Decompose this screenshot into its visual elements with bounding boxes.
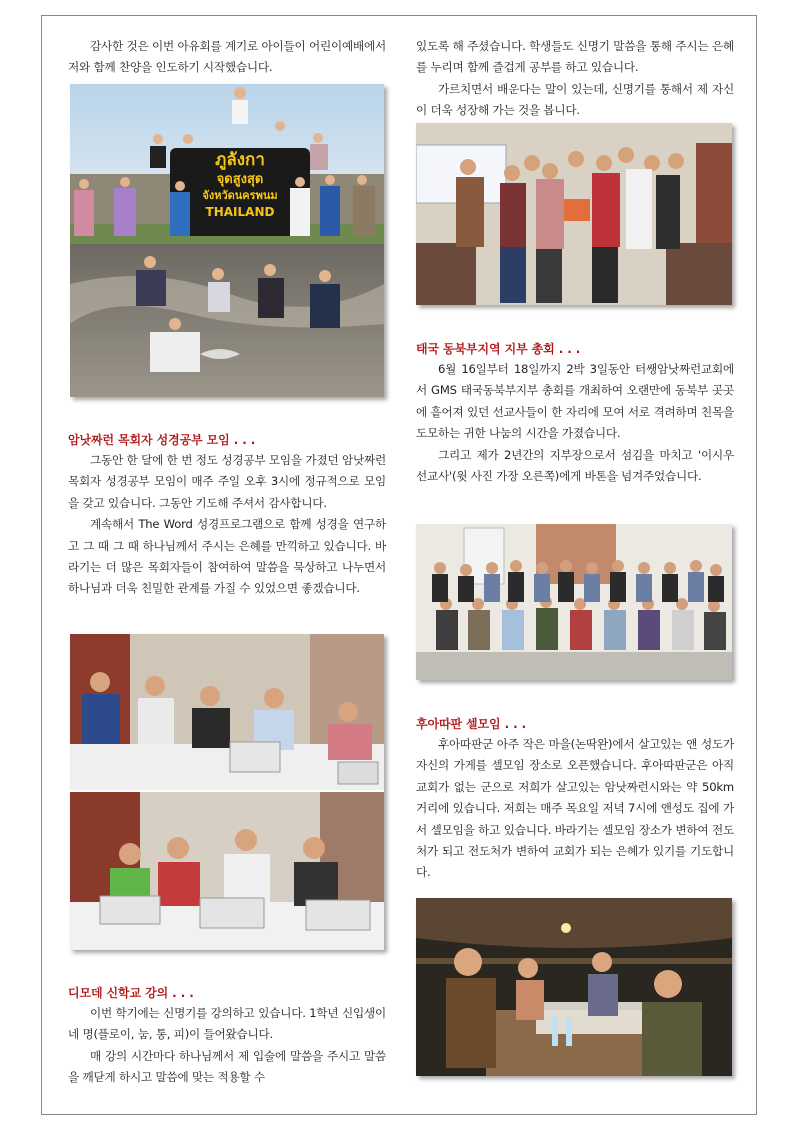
- photo-bible-study-meeting: [70, 634, 384, 950]
- section-paragraph: 후아따판군 아주 작은 마을(논딱완)에서 살고있는 앤 성도가 자신의 가게를 셀모임 장소로 오픈했습니다. 후아따판군은 아직 교회가 없는 군으로 저희가 살고있는 암낫짜런시와는 약 50km 거리에 있습니다. 저희는 매주 목요일 저녁 7시에 앤성도 집에 가서 셀모임을 하고 있습니다. 바라기는 셀모임 장소가 변하여 전도처가 되고 전도처가 변하여 교회가 되는 은혜가 있기를 기도합니다.: [416, 737, 734, 880]
- continuation-paragraph: 있도록 해 주셨습니다. 학생들도 신명기 말씀을 통해 주시는 은혜를 누리며 함께 즐겁게 공부를 하고 있습니다.: [416, 39, 734, 75]
- section-heading: 암낫짜런 목회자 성경공부 모임 . . .: [68, 433, 256, 447]
- section-paragraph: 매 강의 시간마다 하나님께서 제 입술에 말씀을 주시고 말씀을 깨닫게 하시고 말씀에 맞는 적용할 수: [68, 1048, 386, 1085]
- continuation-block: [416, 36, 734, 122]
- section-paragraph: 그동안 한 달에 한 번 정도 성경공부 모임을 가졌던 암낫짜런 목회자 성경공부 모임이 매주 주일 오후 3시에 정규적으로 모임을 갖고 있습니다. 그동안 기도해 주셔서 감사합니다.: [68, 453, 386, 510]
- sign-thai-line1: ภูลังกา: [215, 150, 265, 170]
- sign-thai-line2: จุดสูงสุด: [216, 172, 264, 187]
- photo-seminary-class: [416, 123, 732, 305]
- section-paragraph: 6월 16일부터 18일까지 2박 3일동안 터쌩암낫짜런교회에서 GMS 태국동북부지부 총회를 개최하여 오랜만에 동북부 곳곳에 흩어져 있던 선교사들이 한 자리에 모여 서로 격려하며 친목을 도모하는 귀한 나눔의 시간을 가졌습니다.: [416, 362, 734, 441]
- intro-block: [68, 36, 386, 79]
- section-heading: 디모데 신학교 강의 . . .: [68, 986, 194, 1000]
- section-pastors-bible-study: [68, 430, 386, 600]
- section-heading: 후아따판 셀모임 . . .: [416, 717, 527, 731]
- photo-cell-group-night: [416, 898, 732, 1076]
- section-huataphan-cell-group: [416, 714, 734, 884]
- photo-summit-outing: [70, 84, 384, 397]
- continuation-paragraph: 가르치면서 배운다는 말이 있는데, 신명기를 통해서 제 자신이 더욱 성장해 가는 것을 봅니다.: [416, 81, 734, 118]
- sign-thai-line3: จังหวัดนครพนม: [202, 189, 278, 202]
- section-timothy-seminary: [68, 983, 386, 1089]
- photo-missionary-group: [416, 524, 732, 680]
- section-heading: 태국 동북부지역 지부 총회 . . .: [416, 342, 581, 356]
- section-northeast-assembly: [416, 339, 734, 487]
- summit-sign: [170, 150, 310, 221]
- section-paragraph: 그리고 제가 2년간의 지부장으로서 섬김을 마치고 '이시우 선교사'(윗 사진 가장 오른쪽)에게 바톤을 넘겨주었습니다.: [416, 447, 734, 484]
- section-paragraph: 이번 학기에는 신명기를 강의하고 있습니다. 1학년 신입생이 네 명(플로이, 눔, 통, 피)이 들어왔습니다.: [68, 1006, 386, 1042]
- section-paragraph: 계속해서 The Word 성경프로그램으로 함께 성경을 연구하고 그 때 그 때 하나님께서 주시는 은혜를 만끽하고 있습니다. 바라기는 더 많은 목회자들이 참여하여 말씀을 묵상하고 나누면서 하나님과 더욱 친밀한 관계를 가질 수 있었으면 좋겠습니다.: [68, 517, 386, 596]
- intro-paragraph: 감사한 것은 이번 아유회를 계기로 아이들이 어린이예배에서 저와 함께 찬양을 인도하기 시작했습니다.: [68, 39, 386, 75]
- sign-label-thailand: THAILAND: [205, 205, 275, 219]
